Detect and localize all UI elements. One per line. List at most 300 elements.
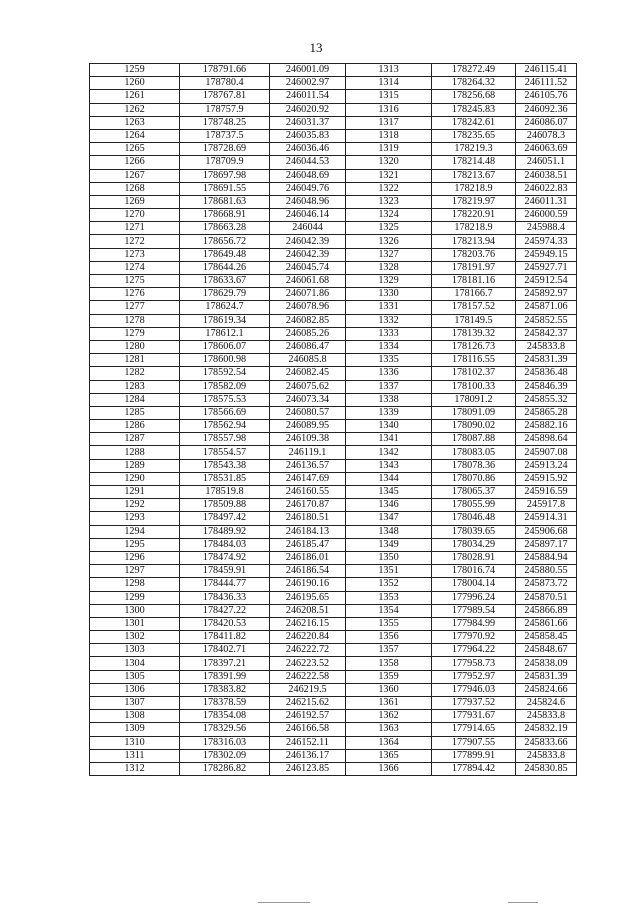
table-cell: 245842.37: [516, 327, 577, 340]
table-row: [90, 340, 577, 353]
table-row: [90, 314, 577, 327]
table-cell: 178016.74: [432, 565, 516, 578]
table-cell: 246111.52: [516, 77, 577, 90]
table-cell: 246086.47: [270, 340, 346, 353]
table-cell: 1262: [90, 103, 180, 116]
table-cell: 245927.71: [516, 261, 577, 274]
table-cell: 246220.84: [270, 631, 346, 644]
table-cell: 1359: [346, 670, 432, 683]
table-cell: 178039.65: [432, 525, 516, 538]
table-cell: 178214.48: [432, 156, 516, 169]
table-cell: 246166.58: [270, 723, 346, 736]
table-cell: 246073.34: [270, 393, 346, 406]
table-cell: 178203.76: [432, 248, 516, 261]
table-cell: 1264: [90, 129, 180, 142]
table-row: [90, 393, 577, 406]
table-cell: 178619.34: [180, 314, 270, 327]
table-cell: 1337: [346, 380, 432, 393]
table-row: [90, 683, 577, 696]
table-row: [90, 222, 577, 235]
table-cell: 245915.92: [516, 472, 577, 485]
table-cell: 1273: [90, 248, 180, 261]
table-cell: 246086.07: [516, 116, 577, 129]
table-cell: 177907.55: [432, 736, 516, 749]
table-cell: 178245.83: [432, 103, 516, 116]
table-cell: 178256.68: [432, 90, 516, 103]
table-cell: 178055.99: [432, 499, 516, 512]
table-cell: 246000.59: [516, 209, 577, 222]
table-cell: 1281: [90, 354, 180, 367]
table-cell: 1300: [90, 604, 180, 617]
table-cell: 1363: [346, 723, 432, 736]
table-cell: 245831.39: [516, 670, 577, 683]
table-cell: 246075.62: [270, 380, 346, 393]
table-row: [90, 327, 577, 340]
table-cell: 178649.48: [180, 248, 270, 261]
table-cell: 178566.69: [180, 406, 270, 419]
table-cell: 1334: [346, 340, 432, 353]
table-cell: 178748.25: [180, 116, 270, 129]
table-cell: 1305: [90, 670, 180, 683]
table-cell: 246180.51: [270, 512, 346, 525]
table-row: [90, 77, 577, 90]
table-cell: 246136.17: [270, 749, 346, 762]
table-cell: 245949.15: [516, 248, 577, 261]
table-cell: 177970.92: [432, 631, 516, 644]
table-row: [90, 736, 577, 749]
table-cell: 1283: [90, 380, 180, 393]
table-cell: 178420.53: [180, 617, 270, 630]
table-cell: 1267: [90, 169, 180, 182]
table-cell: 178543.38: [180, 459, 270, 472]
table-row: [90, 406, 577, 419]
table-cell: 177984.99: [432, 617, 516, 630]
table-cell: 246011.54: [270, 90, 346, 103]
table-cell: 246078.3: [516, 129, 577, 142]
table-cell: 246001.09: [270, 64, 346, 77]
table-cell: 246223.52: [270, 657, 346, 670]
table-row: [90, 697, 577, 710]
table-cell: 1265: [90, 143, 180, 156]
table-cell: 178691.55: [180, 182, 270, 195]
table-cell: 246022.83: [516, 182, 577, 195]
table-cell: 1352: [346, 578, 432, 591]
table-cell: 178444.77: [180, 578, 270, 591]
table-cell: 245833.8: [516, 749, 577, 762]
table-cell: 245858.45: [516, 631, 577, 644]
table-cell: 178070.86: [432, 472, 516, 485]
table-row: [90, 631, 577, 644]
table-cell: 178083.05: [432, 446, 516, 459]
table-cell: 1309: [90, 723, 180, 736]
table-cell: 1280: [90, 340, 180, 353]
table-cell: 245870.51: [516, 591, 577, 604]
table-cell: 1347: [346, 512, 432, 525]
table-cell: 178149.5: [432, 314, 516, 327]
table-cell: 246222.72: [270, 644, 346, 657]
table-cell: 246219.5: [270, 683, 346, 696]
table-cell: 178697.98: [180, 169, 270, 182]
table-cell: 1304: [90, 657, 180, 670]
table-cell: 1286: [90, 420, 180, 433]
table-cell: 1308: [90, 710, 180, 723]
table-row: [90, 209, 577, 222]
table-cell: 1341: [346, 433, 432, 446]
table-cell: 1295: [90, 538, 180, 551]
table-cell: 1302: [90, 631, 180, 644]
table-cell: 178606.07: [180, 340, 270, 353]
table-cell: 178557.98: [180, 433, 270, 446]
table-cell: 178780.4: [180, 77, 270, 90]
table-cell: 178354.08: [180, 710, 270, 723]
table-cell: 245833.8: [516, 710, 577, 723]
table-cell: 246035.83: [270, 129, 346, 142]
table-cell: 245873.72: [516, 578, 577, 591]
table-cell: 1296: [90, 551, 180, 564]
table-cell: 246063.69: [516, 143, 577, 156]
table-cell: 1307: [90, 697, 180, 710]
table-cell: 245865.28: [516, 406, 577, 419]
table-cell: 1298: [90, 578, 180, 591]
table-cell: 1360: [346, 683, 432, 696]
table-cell: 246190.16: [270, 578, 346, 591]
table-cell: 178624.7: [180, 301, 270, 314]
table-cell: 246002.97: [270, 77, 346, 90]
table-cell: 1362: [346, 710, 432, 723]
table-cell: 178575.53: [180, 393, 270, 406]
table-cell: 245846.39: [516, 380, 577, 393]
table-row: [90, 486, 577, 499]
table-row: [90, 301, 577, 314]
table-cell: 245884.94: [516, 551, 577, 564]
table-cell: 246020.92: [270, 103, 346, 116]
table-cell: 246036.46: [270, 143, 346, 156]
table-cell: 1355: [346, 617, 432, 630]
table-cell: 178157.52: [432, 301, 516, 314]
table-cell: 245912.54: [516, 275, 577, 288]
table-row: [90, 512, 577, 525]
table-cell: 178427.22: [180, 604, 270, 617]
table-cell: 1366: [346, 762, 432, 775]
table-cell: 178028.91: [432, 551, 516, 564]
table-cell: 246186.01: [270, 551, 346, 564]
table-cell: 246115.41: [516, 64, 577, 77]
table-row: [90, 169, 577, 182]
table-cell: 1332: [346, 314, 432, 327]
table-row: [90, 116, 577, 129]
table-cell: 178219.97: [432, 195, 516, 208]
table-row: [90, 644, 577, 657]
table-cell: 246119.1: [270, 446, 346, 459]
table-cell: 246080.57: [270, 406, 346, 419]
table-cell: 245988.4: [516, 222, 577, 235]
table-cell: 1303: [90, 644, 180, 657]
table-cell: 178489.92: [180, 525, 270, 538]
table-cell: 178411.82: [180, 631, 270, 644]
page-number: 13: [309, 40, 323, 55]
table-cell: 178531.85: [180, 472, 270, 485]
table-cell: 245833.8: [516, 340, 577, 353]
table-cell: 1268: [90, 182, 180, 195]
table-cell: 246170.87: [270, 499, 346, 512]
table-cell: 177899.91: [432, 749, 516, 762]
table-row: [90, 723, 577, 736]
table-cell: 178116.55: [432, 354, 516, 367]
table-cell: 246085.8: [270, 354, 346, 367]
table-cell: 1287: [90, 433, 180, 446]
table-cell: 178633.67: [180, 275, 270, 288]
table-cell: 177914.65: [432, 723, 516, 736]
table-cell: 245914.31: [516, 512, 577, 525]
table-cell: 246186.54: [270, 565, 346, 578]
table-cell: 1278: [90, 314, 180, 327]
table-cell: 246044.53: [270, 156, 346, 169]
table-cell: 245974.33: [516, 235, 577, 248]
table-cell: 1284: [90, 393, 180, 406]
table-cell: 1279: [90, 327, 180, 340]
table-cell: 1260: [90, 77, 180, 90]
table-cell: 246038.51: [516, 169, 577, 182]
table-cell: 178213.67: [432, 169, 516, 182]
table-cell: 1327: [346, 248, 432, 261]
table-cell: 1275: [90, 275, 180, 288]
table-cell: 1277: [90, 301, 180, 314]
table-cell: 1299: [90, 591, 180, 604]
table-cell: 1297: [90, 565, 180, 578]
table-cell: 1324: [346, 209, 432, 222]
table-cell: 178220.91: [432, 209, 516, 222]
coordinates-table: [89, 63, 577, 776]
table-row: [90, 129, 577, 142]
table-cell: 246045.74: [270, 261, 346, 274]
table-cell: 246147.69: [270, 472, 346, 485]
table-cell: 246185.47: [270, 538, 346, 551]
table-cell: 1318: [346, 129, 432, 142]
table-cell: 1349: [346, 538, 432, 551]
table-cell: 178242.61: [432, 116, 516, 129]
table-cell: 178100.33: [432, 380, 516, 393]
table-row: [90, 472, 577, 485]
table-cell: 178218.9: [432, 222, 516, 235]
table-cell: 178065.37: [432, 486, 516, 499]
table-cell: 178668.91: [180, 209, 270, 222]
table-cell: 178034.29: [432, 538, 516, 551]
table-cell: 178644.26: [180, 261, 270, 274]
table-cell: 1357: [346, 644, 432, 657]
table-cell: 1272: [90, 235, 180, 248]
table-cell: 245882.16: [516, 420, 577, 433]
table-cell: 178497.42: [180, 512, 270, 525]
table-cell: 245836.48: [516, 367, 577, 380]
table-cell: 245824.66: [516, 683, 577, 696]
table-row: [90, 433, 577, 446]
table-cell: 178554.57: [180, 446, 270, 459]
table-cell: 1317: [346, 116, 432, 129]
table-row: [90, 604, 577, 617]
table-cell: 178728.69: [180, 143, 270, 156]
table-cell: 177952.97: [432, 670, 516, 683]
table-row: [90, 367, 577, 380]
table-cell: 245832.19: [516, 723, 577, 736]
table-cell: 178681.63: [180, 195, 270, 208]
table-cell: 246105.76: [516, 90, 577, 103]
table-cell: 178592.54: [180, 367, 270, 380]
table-row: [90, 195, 577, 208]
table-cell: 1333: [346, 327, 432, 340]
table-cell: 1282: [90, 367, 180, 380]
table-cell: 246044: [270, 222, 346, 235]
table-cell: 1364: [346, 736, 432, 749]
table-row: [90, 354, 577, 367]
table-cell: 178767.81: [180, 90, 270, 103]
table-cell: 1331: [346, 301, 432, 314]
table-cell: 178090.02: [432, 420, 516, 433]
table-cell: 1346: [346, 499, 432, 512]
table-row: [90, 143, 577, 156]
table-row: [90, 64, 577, 77]
table-row: [90, 551, 577, 564]
table-cell: 1365: [346, 749, 432, 762]
table-cell: 1266: [90, 156, 180, 169]
table-cell: 246042.39: [270, 248, 346, 261]
table-cell: 178126.73: [432, 340, 516, 353]
table-cell: 1263: [90, 116, 180, 129]
table-cell: 246195.65: [270, 591, 346, 604]
table-cell: 177937.52: [432, 697, 516, 710]
table-cell: 177894.42: [432, 762, 516, 775]
table-cell: 245830.85: [516, 762, 577, 775]
table-cell: 246109.38: [270, 433, 346, 446]
table-row: [90, 380, 577, 393]
table-cell: 178378.59: [180, 697, 270, 710]
table-cell: 1326: [346, 235, 432, 248]
table-cell: 246222.58: [270, 670, 346, 683]
table-row: [90, 261, 577, 274]
table-cell: 178612.1: [180, 327, 270, 340]
table-cell: 246071.86: [270, 288, 346, 301]
table-cell: 1358: [346, 657, 432, 670]
table-cell: 245824.6: [516, 697, 577, 710]
table-cell: 246152.11: [270, 736, 346, 749]
table-cell: 1329: [346, 275, 432, 288]
table-cell: 178436.33: [180, 591, 270, 604]
table-cell: 178737.5: [180, 129, 270, 142]
table-cell: 1314: [346, 77, 432, 90]
table-cell: 246085.26: [270, 327, 346, 340]
table-row: [90, 617, 577, 630]
table-cell: 246184.13: [270, 525, 346, 538]
table-cell: 1271: [90, 222, 180, 235]
table-cell: 178474.92: [180, 551, 270, 564]
table-cell: 1311: [90, 749, 180, 762]
table-cell: 1288: [90, 446, 180, 459]
table-cell: 246048.69: [270, 169, 346, 182]
table-cell: 1259: [90, 64, 180, 77]
table-cell: 1323: [346, 195, 432, 208]
table-cell: 178791.66: [180, 64, 270, 77]
table-row: [90, 235, 577, 248]
table-row: [90, 459, 577, 472]
table-cell: 1353: [346, 591, 432, 604]
table-cell: 245880.55: [516, 565, 577, 578]
table-cell: 178191.97: [432, 261, 516, 274]
table-cell: 245916.59: [516, 486, 577, 499]
table-cell: 1339: [346, 406, 432, 419]
table-cell: 246082.85: [270, 314, 346, 327]
table-cell: 178087.88: [432, 433, 516, 446]
table-cell: 1330: [346, 288, 432, 301]
table-cell: 1289: [90, 459, 180, 472]
table-cell: 1301: [90, 617, 180, 630]
table-cell: 246061.68: [270, 275, 346, 288]
table-cell: 246042.39: [270, 235, 346, 248]
table-cell: 1345: [346, 486, 432, 499]
table-cell: 178383.82: [180, 683, 270, 696]
table-cell: 245906.68: [516, 525, 577, 538]
table-row: [90, 538, 577, 551]
table-cell: 178316.03: [180, 736, 270, 749]
table-cell: 1293: [90, 512, 180, 525]
table-cell: 178582.09: [180, 380, 270, 393]
table-cell: 177996.24: [432, 591, 516, 604]
table-cell: 1270: [90, 209, 180, 222]
table-cell: 246051.1: [516, 156, 577, 169]
table-cell: 178181.16: [432, 275, 516, 288]
table-row: [90, 288, 577, 301]
table-cell: 1322: [346, 182, 432, 195]
footer-mark-left: [258, 902, 310, 903]
table-cell: 246031.37: [270, 116, 346, 129]
table-cell: 1290: [90, 472, 180, 485]
table-cell: 1313: [346, 64, 432, 77]
table-cell: 178166.7: [432, 288, 516, 301]
table-cell: 1261: [90, 90, 180, 103]
table-cell: 178656.72: [180, 235, 270, 248]
table-cell: 178600.98: [180, 354, 270, 367]
table-cell: 245871.06: [516, 301, 577, 314]
table-cell: 246216.15: [270, 617, 346, 630]
table-cell: 178004.14: [432, 578, 516, 591]
table-cell: 1350: [346, 551, 432, 564]
table-row: [90, 499, 577, 512]
table-cell: 246160.55: [270, 486, 346, 499]
table-cell: 1348: [346, 525, 432, 538]
table-row: [90, 670, 577, 683]
table-cell: 178046.48: [432, 512, 516, 525]
table-cell: 245907.08: [516, 446, 577, 459]
table-cell: 245852.55: [516, 314, 577, 327]
table-row: [90, 565, 577, 578]
table-cell: 245831.39: [516, 354, 577, 367]
table-cell: 178272.49: [432, 64, 516, 77]
table-cell: 178302.09: [180, 749, 270, 762]
table-cell: 1292: [90, 499, 180, 512]
table-cell: 246089.95: [270, 420, 346, 433]
table-cell: 1338: [346, 393, 432, 406]
table-cell: 245838.09: [516, 657, 577, 670]
table-cell: 1320: [346, 156, 432, 169]
table-cell: 246011.31: [516, 195, 577, 208]
table-cell: 178102.37: [432, 367, 516, 380]
table-cell: 178091.09: [432, 406, 516, 419]
table-cell: 246082.45: [270, 367, 346, 380]
table-cell: 245913.24: [516, 459, 577, 472]
table-cell: 178235.65: [432, 129, 516, 142]
table-cell: 245833.66: [516, 736, 577, 749]
table-cell: 1335: [346, 354, 432, 367]
table-cell: 246078.96: [270, 301, 346, 314]
table-cell: 178484.03: [180, 538, 270, 551]
